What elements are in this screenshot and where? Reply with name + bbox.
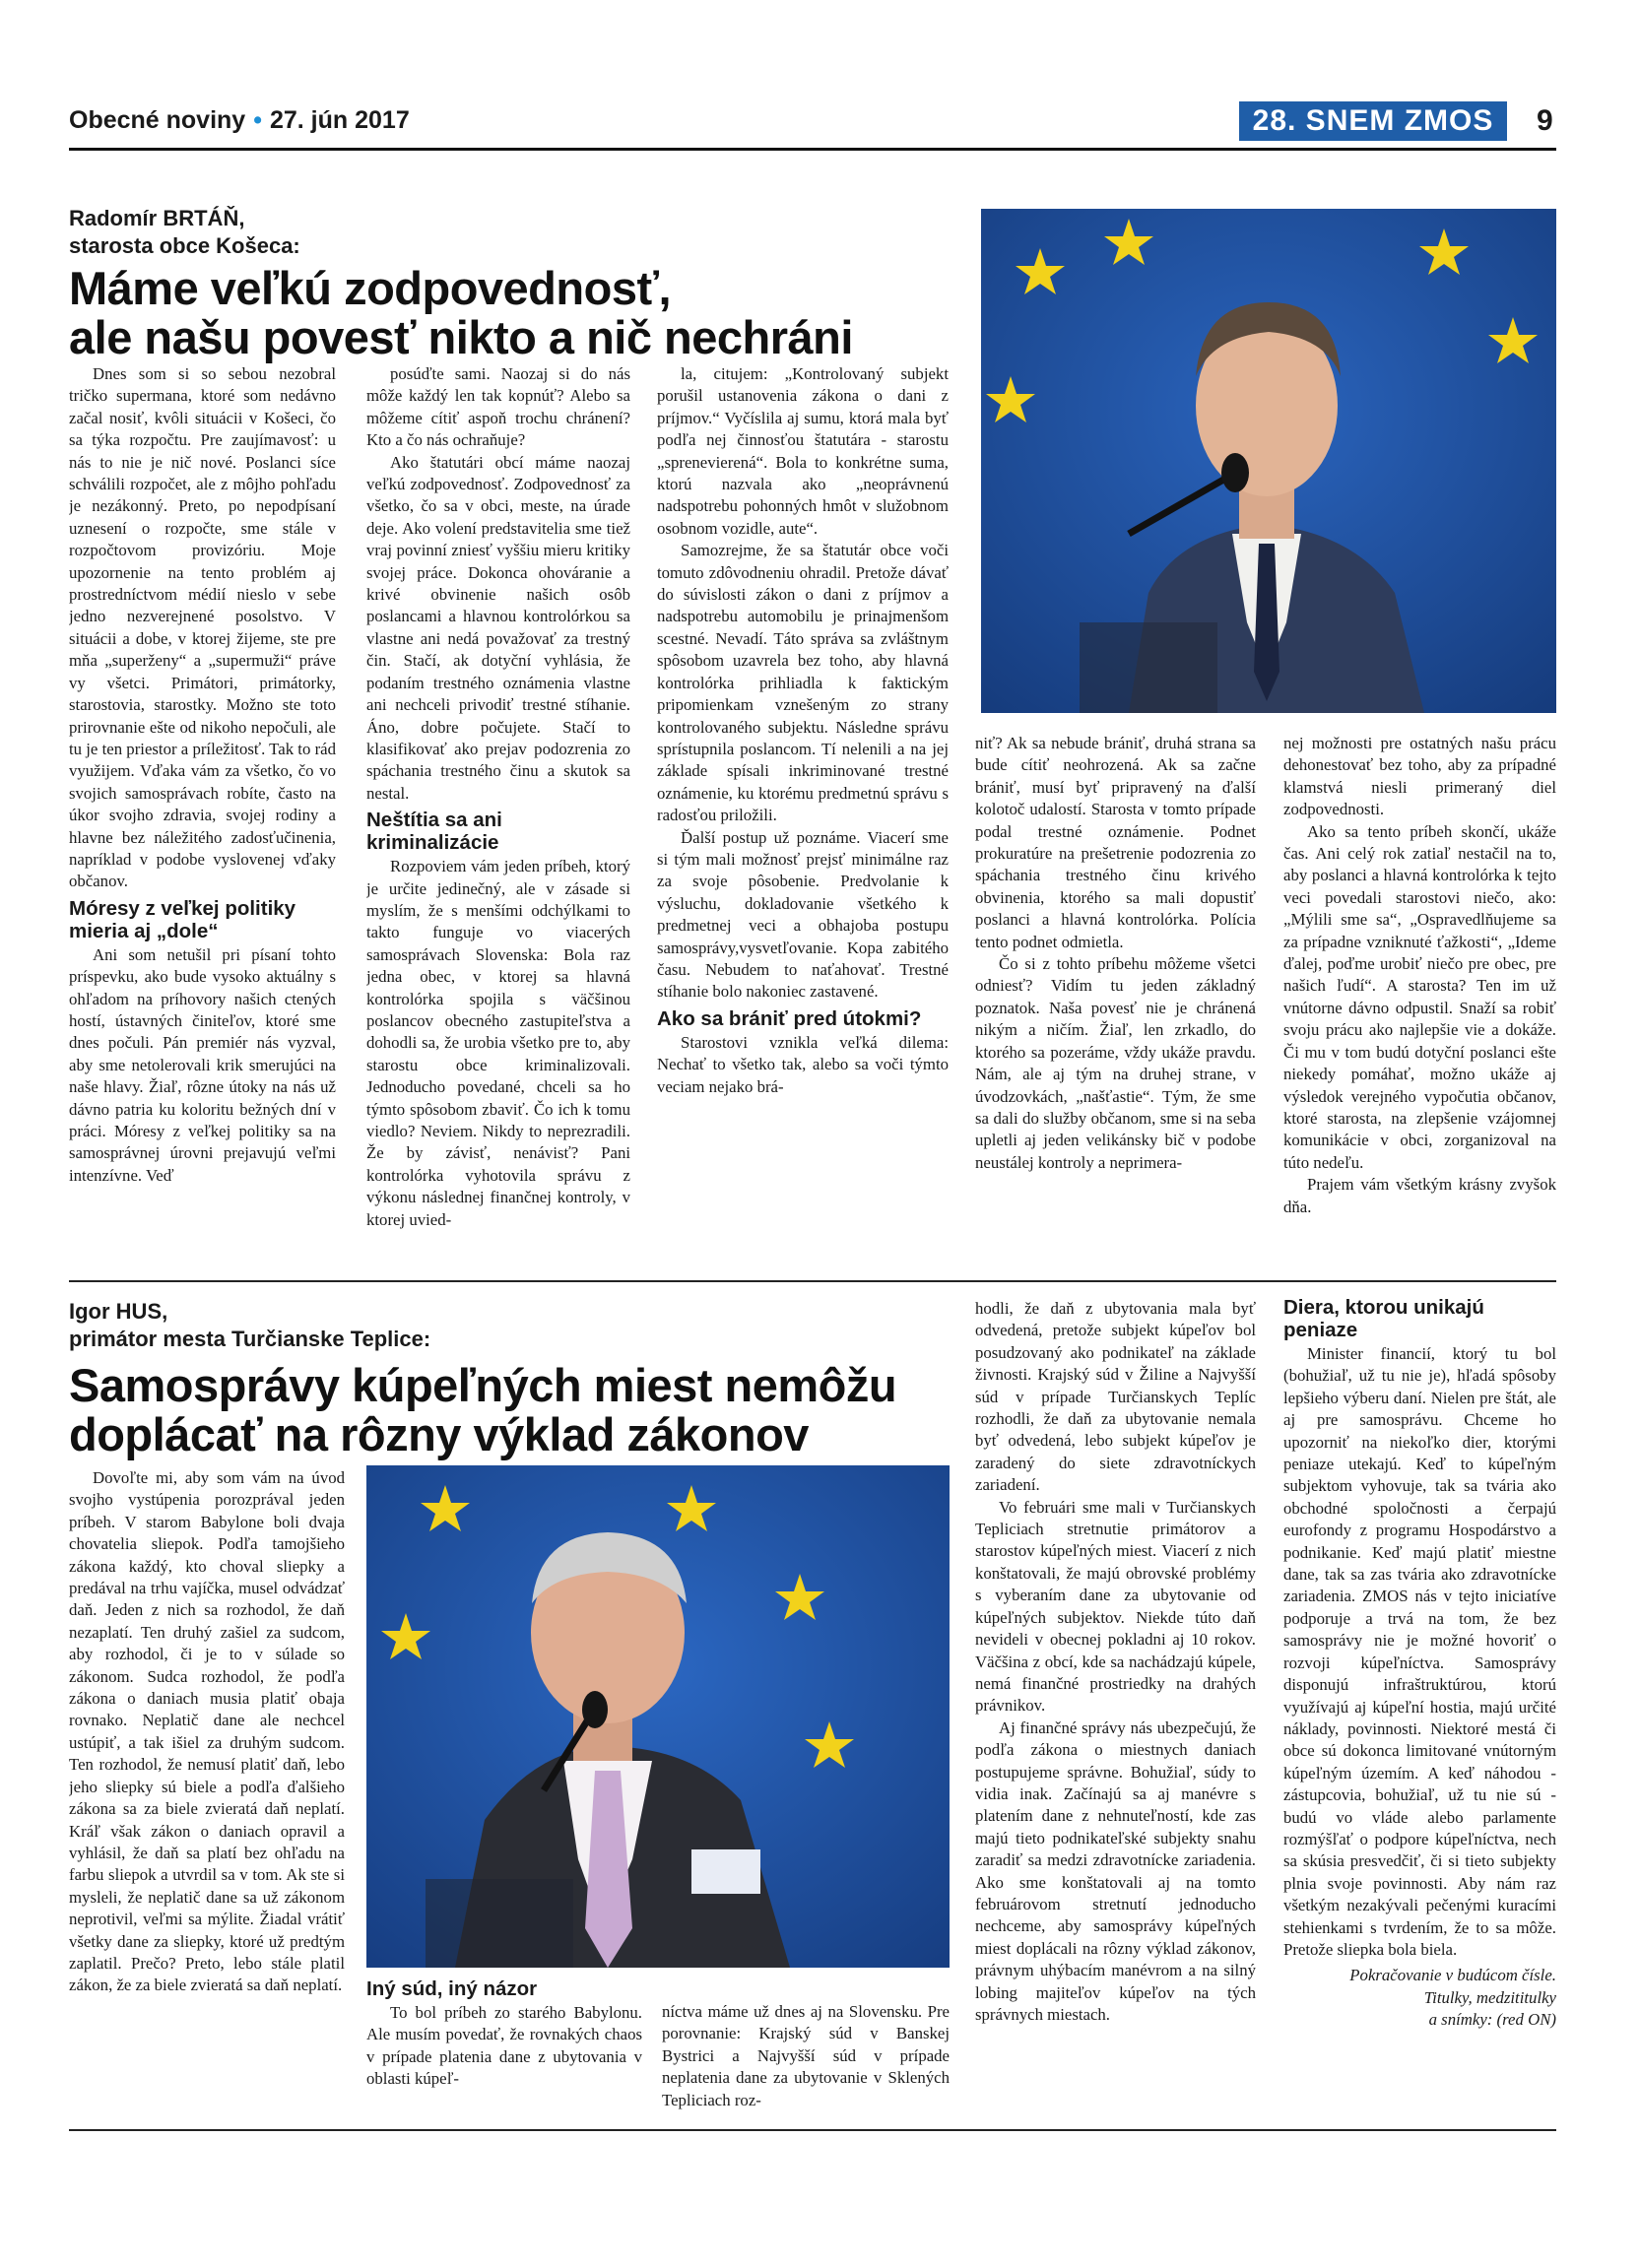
article1-column-4 (975, 733, 1256, 1260)
paragraph: hodli, že daň z ubytovania mala byť odvedená, pretože subjekt kúpeľov bol posudzovaný ako podnikateľ na základe živnosti. Krajský súd v Žiline a Najvyšší súd v prípade Turčianskych Teplíc rozhodli, že daň za ubytovanie nemala byť odvedená, lebo subjekt kúpeľov je zaradený do siete zdravotníckych zariadení. (975, 1299, 1256, 1495)
paragraph: Ďalší postup už poznáme. Viacerí sme si tým mali možnosť prejsť minimálne raz za svoje pôsobenie. Predvolanie k výsluchu, dokladovanie všetkého k predmetnej veci a obhajoba postupu samosprávy,vysvetľovanie. Kopa zabitého času. Nebudem to naťahovať. Trestné stíhanie bolo nakoniec zastavené. (657, 827, 949, 1002)
article2-byline (69, 1298, 955, 1353)
article2-subhead-1: Iný súd, iný názor (366, 1977, 538, 2000)
paragraph: To bol príbeh zo starého Babylonu. Ale musím povedať, že rovnakých chaos v prípade platenia dane z ubytovania v oblasti kúpeľ- (366, 2003, 642, 2089)
article1-byline (69, 205, 955, 260)
paragraph: Ako sa tento príbeh skončí, ukáže čas. Ani celý rok zatiaľ nestačil na to, aby poslanci a hlavná kontrolórka k tejto veci povedali starostovi niečo, ako: „Mýlili sme sa“, „Ospravedlňujeme sa za prípadne vzniknuté ťažkosti“, „Ideme ďalej, poďme urobiť niečo pre obec, pre našich ľudí“. A starosta? Ten im už vnútorne dávno odpustil. Snaží sa robiť svoju prácu ako najlepšie vie a dokáže. Či mu v tom budú dotyční poslanci ešte niekedy pomáhať, možno ukáže aj výsledok verejného vypočutia občanov, ktoré starosta, na zlepšenie vzájomnej komunikácie v obci, zorganizoval na túto nedeľu. (1283, 821, 1556, 1172)
continuation-note: Pokračovanie v budúcom čísle. (1349, 1966, 1556, 1985)
masthead (69, 106, 410, 135)
paragraph: Rozpoviem vám jeden príbeh, ktorý je určite jedinečný, ale v zásade si myslím, že s menšími odchýlkami to takto funguje vo viacerých samosprávach Slovenska: Bola raz jedna obec, v ktorej sa hlavná kontrolórka spojila s väčšinou poslancov obecného zastupiteľstva a dohodli sa, že urobia všetko pre to, aby starostu obce kriminalizovali. Jednoducho povedané, chceli sa ho týmto spôsobom zbaviť. Čo ich k tomu viedlo? Neviem. Nikdy to neprezradili. Že by závisť, nenávisť? Pani kontrolórka vyhotovila správu z výkonu následnej finančnej kontroly, v ktorej uvied- (366, 857, 630, 1229)
article1-author-role: starosta obce Košeca: (69, 233, 300, 258)
credits-line: a snímky: (red ON) (1428, 2010, 1556, 2030)
paragraph: Ani som netušil pri písaní tohto príspevku, ako bude vysoko aktuálny s ohľadom na príhovory našich ctených hostí, ústavných činiteľov, ktoré sme dnes počuli. Pán premiér nás vyzval, aby sme netolerovali krik smerujúci na naše hlavy. Žiaľ, rôzne útoky na nás už dávno patria ku koloritu bežných dní v práci. Móresy z veľkej politiky sa na samosprávnej úrovni prejavujú veľmi intenzívne. Veď (69, 944, 336, 1185)
paragraph: Ako štatutári obcí máme naozaj veľkú zodpovednosť. Zodpovednosť za všetko, čo sa v obci, meste, na úrade deje. Ako volení predstavitelia sme tiež vraj povinní zniesť vyššiu mieru kritiky svojej práce. Dokonca ohováranie a krivé obvinenie našich osôb poslancami a hlavnou kontrolórkou sa vlastne ani nedá považovať za trestný čin. Stačí, ak dotyční vyhlásia, že podaním trestného oznámenia vlastne ani nechceli privodiť trestné stíhanie. Áno, dobre počujete. Stačí to klasifikovať ako prejav podozrenia zo spáchania trestného činu a skutok sa nestal. (366, 452, 630, 803)
paragraph: Dovoľte mi, aby som vám na úvod svojho vystúpenia porozprával jeden príbeh. V starom Babylone boli dvaja chovatelia sliepok. Podľa tamojšieho zákona každý, kto choval sliepky a predával na trhu vajíčka, musel odvádzať daň. Jeden z nich sa rozhodol, že daň nezaplatí. Ten druhý zašiel za sudcom, aby rozhodol, či je to v súlade so zákonom. Sudca rozhodol, že podľa zákona o daniach musia platiť obaja rovnako. Neplatič dane ale nechcel ustúpiť, a tak išiel za druhým sudcom. Ten rozhodol, že nemusí platiť daň, lebo jeho sliepky sú biele a podľa ďalšieho zákona sa za biele zvieratá daň neplatí. Kráľ však zákon o daniach opravil a vyhlásil, že daň sa platí bez ohľadu na farbu sliepok a utvrdil sa v tom. Ak ste si mysleli, že neplatič dane sa už zákonom neprotivil, veľmi sa mýlite. Žiadal vrátiť všetky dane za sliepky, ktoré už predtým zaplatil. Prečo? Preto, lebo stále platil zákon, že za biele zvieratá sa daň neplatí. (69, 1468, 345, 1995)
article1-headline-line1: Máme veľkú zodpovednosť, (69, 262, 672, 314)
photo-igor-hus (366, 1465, 950, 1968)
paragraph: Samozrejme, že sa štatutár obce voči tomuto zdôvodneniu ohradil. Pretože dávať do súvislosti zákon o dani z príjmov a nadspotrebu automobilu je prinajmenšom scestné. Nevadí. Táto správa sa zvláštnym spôsobom uzavrela bez toho, aby hlavná kontrolórka prihliadla k faktickým pripomienkam vznešeným zo strany kontrolovaného subjektu. Následne správu sprístupnila poslancom. Tí nelenili a na jej základe spísali inkriminované trestné oznámenie, ku ktorému predmetnú správu s radosťou priložili. (657, 541, 949, 825)
paragraph: Aj finančné správy nás ubezpečujú, že podľa zákona o miestnych daniach postupujeme správne. Bohužiaľ, súdy to vidia inak. Začínajú sa aj manévre s platením dane z nehnuteľností, kde zas majú tieto podnikateľské subjekty snahu zaradiť sa medzi zdravotnícke zariadenia. Ako sme konštatovali aj na tomto februárovom stretnutí jednoducho nechceme, aby samosprávy kúpeľných miest doplácali na rôzny výklad zákonov, právnym uhýbacím manévrom a na silný lobing majiteľov kúpeľov na tých správnych miestach. (975, 1717, 1256, 2024)
article2-headline (69, 1361, 975, 1459)
article2-author-role: primátor mesta Turčianske Teplice: (69, 1327, 431, 1351)
paragraph: Dnes som si so sebou nezobral tričko supermana, ktoré som nedávno začal nosiť, kvôli situácii v Košeci, čo sa týka rozpočtu. Pre zaujímavosť: u nás to nie je nič nové. Poslanci síce schválili rozpočet, ale z môjho pohľadu je nezákonný. Preto, po nepodpísaní uznesení o rozpočte, sme stále v rozpočtovom provizóriu. Moje upozornenie na tento problém aj prostredníctvom médií nieslo v sebe jedno nezverejnené posolstvo. V situácii a dobe, v ktorej žijeme, ste pre mňa „superženy“ a „supermuži“ práve vy všetci. Primátori, primátorky, starostovia, starostky. Možno ste toto prirovnanie ešte od nikoho nepočuli, ale tu je ten priestor a príležitosť. Tak to rád využijem. Vďaka vám za všetko, čo vo svojich samosprávach robíte, často na úkor svojho zdravia, svojej rodiny a hlavne bez náležitého zadosťučinenia, napríklad v podobe vyslovenej vďaky občanov. (69, 364, 336, 891)
article2-column-1 (69, 1467, 345, 2117)
article1-subhead-3: Ako sa brániť pred útokmi? (657, 1006, 922, 1030)
section-badge: 28. SNEM ZMOS (1239, 101, 1507, 141)
separator-dot: • (253, 106, 262, 134)
article2-author-name: Igor HUS, (69, 1299, 168, 1324)
article2-headline-line2: doplácať na rôzny výklad zákonov (69, 1408, 809, 1460)
article1-subhead-1: Móresy z veľkej politiky mieria aj „dole“ (69, 896, 296, 942)
paragraph: posúďte sami. Naozaj si do nás môže každý len tak kopnúť? Alebo sa môžeme cítiť aspoň trochu chránení? Kto a čo nás ochraňuje? (366, 364, 630, 450)
article1-author-name: Radomír BRTÁŇ, (69, 206, 245, 230)
article1-headline-line2: ale našu povesť nikto a nič nechráni (69, 311, 853, 363)
paragraph: nej možnosti pre ostatných našu prácu dehonestovať bez toho, aby za prípadné klamstvá niesli primeraný diel zodpovednosti. (1283, 734, 1556, 819)
header-rule (69, 148, 1556, 151)
paragraph: niť? Ak sa nebude brániť, druhá strana sa bude cítiť neohrozená. Ak sa začne brániť, musí byť pripravený na ďalší kolotoč udalostí. Starosta v tomto prípade podal trestné oznámenie. Podnet prokuratúre na prešetrenie podozrenia zo spáchania trestného činu krivého obvinenia, ktorého sa mali dopustiť poslanci a hlavná kontrolórka. Polícia tento podnet odmietla. (975, 734, 1256, 951)
paragraph: Starostovi vznikla veľká dilema: Nechať to všetko tak, alebo sa voči týmto veciam nejako brá- (657, 1032, 949, 1096)
paper-name: Obecné noviny (69, 106, 246, 134)
article1-column-3 (657, 363, 949, 1260)
article2-subhead-2: Diera, ktorou unikajú peniaze (1283, 1296, 1484, 1341)
paragraph: Minister financií, ktorý tu bol (bohužiaľ, už tu nie je), hľadá spôsoby lepšieho výberu daní. Nielen pre štát, ale aj pre samosprávu. Chceme ho upozorniť na niekoľko dier, ktorými peniaze utekajú. Keď to kúpeľným subjektom vyhovuje, tak sa tvária ako obchodné spoločnosti a čerpajú eurofondy z programu Hospodárstvo a podnikanie. Keď majú platiť miestne dane, tak sa zas tvária ako zdravotnícke zariadenia. ZMOS nás v tejto iniciatíve podporuje a trvá na tom, že bez samosprávy nie je možné hovoriť o rozvoji kúpeľníctva. Samosprávy disponujú infraštruktúrou, ktorú využívajú aj kúpeľní hostia, majú určité náklady, povinnosti. Niektoré mestá či obce sú dokonca limitované vnútorným kúpeľným územím. A keď náhodou - zástupcovia, bohužiaľ, už tu nie sú - budú vo vláde alebo parlamente rozmýšľať o podpore kúpeľníctva, nech sa skúsia presvedčiť, či si tieto subjekty plnia svoje povinnosti. Aby nám raz všetkým nezakývali pečenými kuracími stehienkami s tvrdením, že to sa môže. Pretože sliepka bola biela. (1283, 1344, 1556, 1959)
article1-subhead-2: Neštítia sa ani kriminalizácie (366, 809, 502, 855)
page-number: 9 (1537, 104, 1553, 137)
article1-column-2 (366, 363, 630, 1260)
article2-headline-line1: Samosprávy kúpeľných miest nemôžu (69, 1359, 897, 1411)
article-divider (69, 1280, 1556, 1282)
article1-column-1 (69, 363, 336, 1260)
article1-column-5 (1283, 733, 1556, 1260)
paragraph: Čo si z tohto príbehu môžeme všetci odniesť? Vidím tu jeden základný poznatok. Naša povesť nie je chránená nikým a ničím. Žiaľ, len zrkadlo, do ktorého sa pozeráme, vždy ukáže pravdu. Nám, ale aj tým na druhej strane, v úvodzovkách, „našťastie“. Tým, že sme sa dali do služby občanom, sme si na seba upletli aj jeden velikánsky bič v podobe neustálej kontroly a neprimera- (975, 954, 1256, 1172)
photo-radomir-brtan (981, 209, 1556, 713)
issue-date: 27. jún 2017 (269, 106, 410, 134)
article2-column-4 (975, 1298, 1256, 2125)
paragraph: níctva máme už dnes aj na Slovensku. Pre porovnanie: Krajský súd v Banskej Bystrici a Najvyšší súd v prípade neplatenia dane za ubytovanie v Sklených Tepliciach roz- (662, 2002, 950, 2109)
paragraph: la, citujem: „Kontrolovaný subjekt porušil ustanovenia zákona o dani z príjmov.“ Vyčíslila aj sumu, ktorá mala byť podľa nej činnosťou štatutára - starostu „sprenevierená“. Bola to konkrétne suma, ktorú nazvala ako „neoprávnenú nadspotrebu pohonných hmôt v služobnom osobnom vozidle, aute“. (657, 364, 949, 538)
credits-line: Titulky, medzititulky (1423, 1987, 1556, 2007)
article1-headline (69, 264, 975, 362)
article2-column-3 (662, 2001, 950, 2124)
footer-rule (69, 2129, 1556, 2131)
paragraph: Vo februári sme mali v Turčianskych Tepliciach stretnutie primátorov a starostov kúpeľných miest. Viacerí z nich konštatovali, že majú obrovské problémy s vyberaním dane za ubytovanie od kúpeľných subjektov. Niekde túto daň nevideli v obecnej pokladni aj 10 rokov. Väčšina z obcí, kde sa nachádzajú kúpele, nemá finančné prostriedky na drahých právnikov. (975, 1497, 1256, 1716)
paragraph: Prajem vám všetkým krásny zvyšok dňa. (1283, 1175, 1556, 1216)
article2-column-2 (366, 1977, 642, 2125)
article2-column-5 (1283, 1296, 1556, 2125)
